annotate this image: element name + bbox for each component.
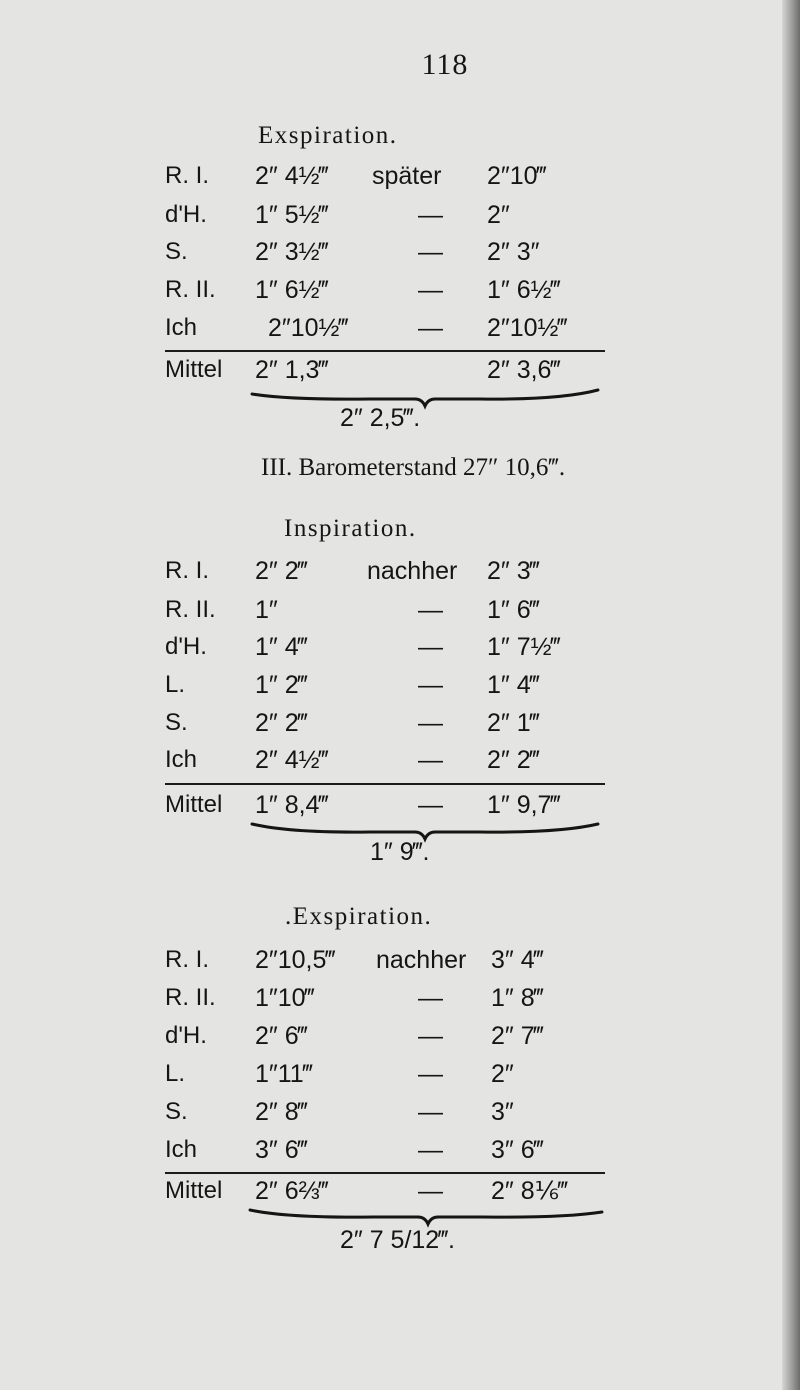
mean-label: Mittel <box>165 1177 223 1204</box>
separator: — <box>418 1098 443 1126</box>
value-after: 1″ 8‴ <box>491 984 544 1012</box>
table-row <box>0 1020 800 1052</box>
sum-rule <box>165 1172 605 1174</box>
value-after: 2″ <box>491 1060 514 1088</box>
value-before: 2″ 4½‴ <box>255 162 329 190</box>
value-before: 2″ 8‴ <box>255 1098 308 1126</box>
sum-rule <box>165 350 605 352</box>
section-result: 1″ 9‴. <box>370 838 430 866</box>
value-after: 2″ 1‴ <box>487 709 540 737</box>
row-label: d'H. <box>165 201 207 228</box>
separator: nachher <box>367 557 458 585</box>
separator: — <box>418 201 443 229</box>
row-label: R. II. <box>165 984 216 1011</box>
value-before: 1″11‴ <box>255 1060 313 1088</box>
section-heading: Exspiration. <box>258 122 398 149</box>
value-after: 2″10‴ <box>487 162 547 190</box>
separator: — <box>418 791 443 819</box>
mean-row <box>0 354 800 386</box>
separator: — <box>418 746 443 774</box>
section-result: 2″ 2,5‴. <box>340 404 421 432</box>
mean-before: 1″ 8,4‴ <box>255 791 329 819</box>
table-row <box>0 312 800 344</box>
table-row <box>0 669 800 701</box>
value-before: 1″ 5½‴ <box>255 201 329 229</box>
value-after: 1″ 6‴ <box>487 596 540 624</box>
separator: später <box>372 162 442 190</box>
separator: — <box>418 1177 443 1205</box>
sum-rule <box>165 783 605 785</box>
section-heading: Inspiration. <box>284 515 417 542</box>
table-row <box>0 274 800 306</box>
row-label: L. <box>165 671 186 698</box>
table-row <box>0 744 800 776</box>
value-before: 2″10½‴ <box>268 314 349 342</box>
separator: — <box>418 596 443 624</box>
row-label: L. <box>165 1060 186 1087</box>
value-before: 3″ 6‴ <box>255 1136 308 1164</box>
value-after: 3″ 4‴ <box>491 946 544 974</box>
value-after: 2″ 3″ <box>487 238 540 266</box>
separator: — <box>418 984 443 1012</box>
mean-label: Mittel <box>165 356 223 383</box>
row-label: S. <box>165 709 188 736</box>
value-after: 2″10½‴ <box>487 314 568 342</box>
row-label: R. I. <box>165 557 210 584</box>
section-heading: .Exspiration. <box>285 903 433 930</box>
value-before: 2″10,5‴ <box>255 946 336 974</box>
row-label: d'H. <box>165 1022 207 1049</box>
value-before: 1″10‴ <box>255 984 315 1012</box>
table-row <box>0 1134 800 1166</box>
separator: — <box>418 1136 443 1164</box>
value-after: 2″ 7‴ <box>491 1022 544 1050</box>
separator: — <box>418 276 443 304</box>
value-after: 1″ 4‴ <box>487 671 540 699</box>
table-row <box>0 199 800 231</box>
separator: — <box>418 671 443 699</box>
table-row <box>0 631 800 663</box>
separator: — <box>418 1022 443 1050</box>
table-row <box>0 594 800 626</box>
separator: — <box>418 633 443 661</box>
table-row <box>0 1096 800 1128</box>
table-row <box>0 707 800 739</box>
mean-after: 2″ 8⅙‴ <box>491 1177 568 1205</box>
row-label: R. II. <box>165 596 216 623</box>
row-label: S. <box>165 1098 188 1125</box>
value-before: 2″ 3½‴ <box>255 238 329 266</box>
mean-label: Mittel <box>165 791 223 818</box>
row-label: S. <box>165 238 188 265</box>
row-label: Ich <box>165 1136 198 1163</box>
table-row <box>0 236 800 268</box>
brace-icon <box>248 1208 604 1228</box>
brace-icon <box>250 388 600 408</box>
row-label: R. II. <box>165 276 216 303</box>
table-row <box>0 160 800 192</box>
separator: — <box>418 314 443 342</box>
row-label: Ich <box>165 314 198 341</box>
row-label: Ich <box>165 746 198 773</box>
value-after: 2″ 3‴ <box>487 557 540 585</box>
value-before: 1″ 4‴ <box>255 633 308 661</box>
separator: — <box>418 238 443 266</box>
value-after: 3″ 6‴ <box>491 1136 544 1164</box>
barometer-heading: III. Barometerstand 27″ 10,6‴. <box>261 454 566 481</box>
row-label: d'H. <box>165 633 207 660</box>
value-before: 2″ 2‴ <box>255 709 308 737</box>
value-before: 1″ <box>255 596 278 624</box>
value-before: 1″ 6½‴ <box>255 276 329 304</box>
section-result: 2″ 7 5/12‴. <box>340 1226 456 1254</box>
table-row <box>0 982 800 1014</box>
value-after: 1″ 7½‴ <box>487 633 561 661</box>
value-after: 1″ 6½‴ <box>487 276 561 304</box>
mean-before: 2″ 1,3‴ <box>255 356 329 384</box>
value-after: 2″ 2‴ <box>487 746 540 774</box>
separator: nachher <box>376 946 467 974</box>
mean-row <box>0 789 800 821</box>
value-before: 2″ 6‴ <box>255 1022 308 1050</box>
value-before: 2″ 2‴ <box>255 557 308 585</box>
mean-after: 2″ 3,6‴ <box>487 356 561 384</box>
value-before: 2″ 4½‴ <box>255 746 329 774</box>
mean-row <box>0 1175 800 1207</box>
row-label: R. I. <box>165 162 210 189</box>
page-number: 118 <box>421 48 469 81</box>
row-label: R. I. <box>165 946 210 973</box>
table-row <box>0 944 800 976</box>
value-after: 3″ <box>491 1098 514 1126</box>
mean-after: 1″ 9,7‴ <box>487 791 561 819</box>
value-before: 1″ 2‴ <box>255 671 308 699</box>
mean-before: 2″ 6⅔‴ <box>255 1177 329 1205</box>
separator: — <box>418 709 443 737</box>
value-after: 2″ <box>487 201 510 229</box>
table-row <box>0 1058 800 1090</box>
separator: — <box>418 1060 443 1088</box>
table-row <box>0 555 800 587</box>
